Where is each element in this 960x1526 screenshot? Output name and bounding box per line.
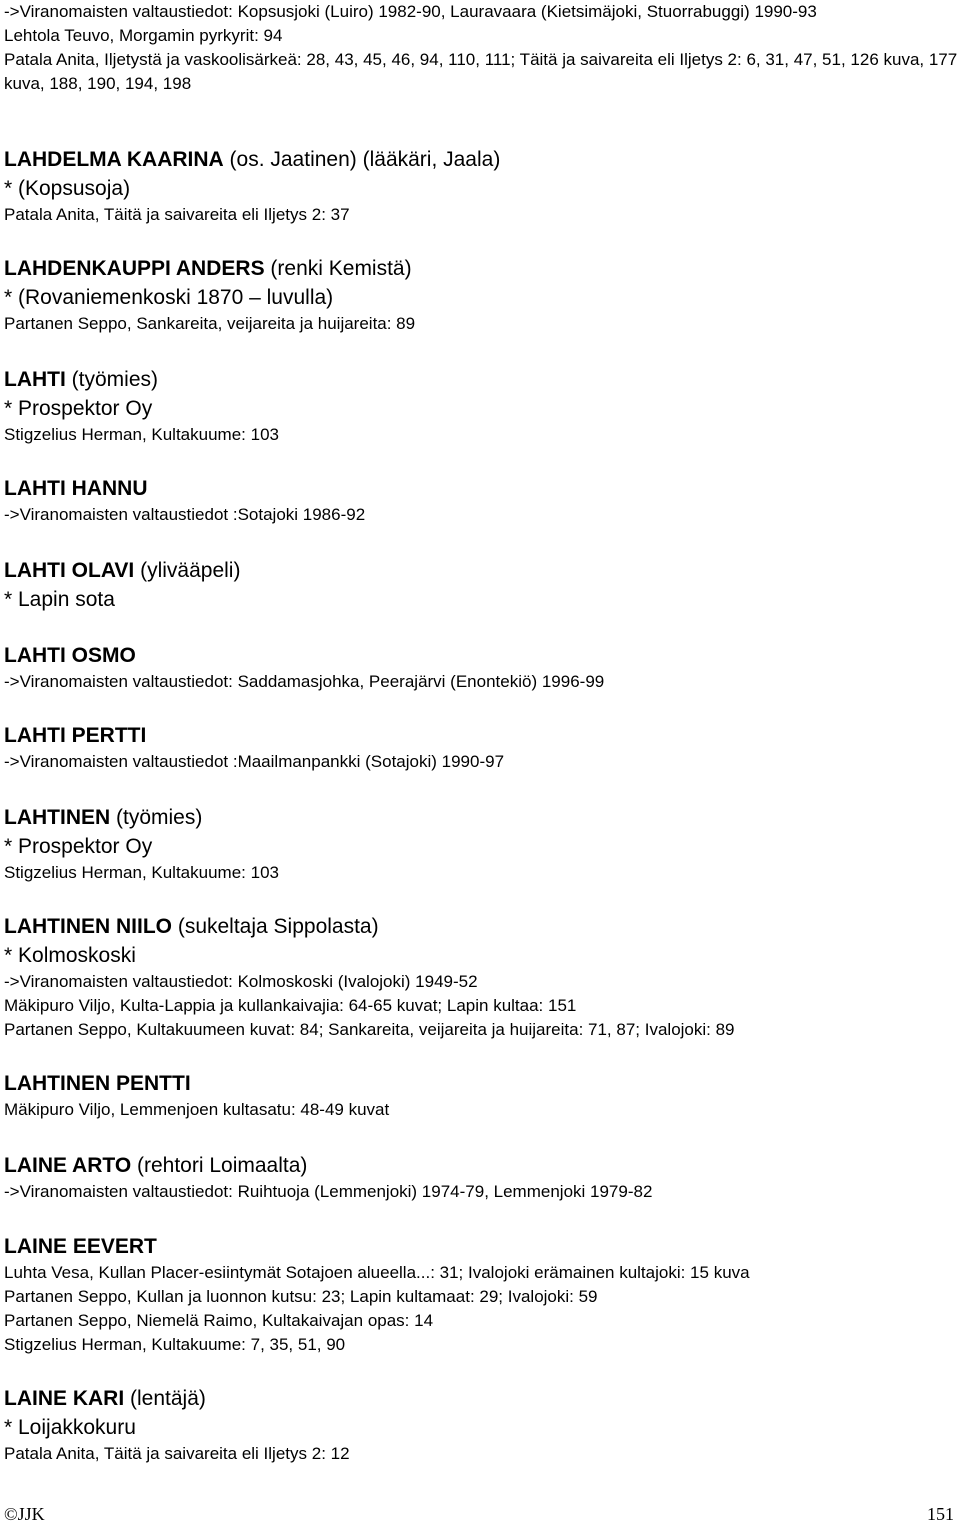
entry-name: LAHTI HANNU xyxy=(4,477,148,500)
continued-entry xyxy=(4,0,960,96)
entry-heading xyxy=(4,146,954,174)
reference-line: Partanen Seppo, Kullan ja luonnon kutsu: 23; Lapin kultamaat: 29; Ivalojoki: 59 xyxy=(4,1287,598,1306)
index-entry xyxy=(4,1152,954,1204)
entry-description: (sukeltaja Sippolasta) xyxy=(172,915,379,938)
page-number: 151 xyxy=(927,1504,954,1524)
entry-name: LAHDELMA KAARINA xyxy=(4,148,224,171)
index-entry xyxy=(4,255,954,336)
reference-line: ->Viranomaisten valtaustiedot: Saddamasjohka, Peerajärvi (Enontekiö) 1996-99 xyxy=(4,672,605,691)
index-entry xyxy=(4,804,954,885)
entry-name: LAHTINEN NIILO xyxy=(4,915,172,938)
entry-heading xyxy=(4,1152,954,1180)
reference-line: Partanen Seppo, Kultakuumeen kuvat: 84; Sankareita, veijareita ja huijareita: 71, 87; Ivalojoki: 89 xyxy=(4,1020,735,1039)
index-entry xyxy=(4,1385,954,1466)
entry-description: (työmies) xyxy=(110,806,203,829)
entry-heading xyxy=(4,804,954,832)
index-entry xyxy=(4,722,954,774)
entry-location: * Prospektor Oy xyxy=(4,835,153,858)
entry-heading xyxy=(4,642,954,670)
entry-heading xyxy=(4,475,954,503)
reference-line: Stigzelius Herman, Kultakuume: 7, 35, 51, 90 xyxy=(4,1335,346,1354)
entry-name: LAINE KARI xyxy=(4,1387,125,1410)
reference-line: Stigzelius Herman, Kultakuume: 103 xyxy=(4,425,279,444)
entry-location: * Kolmoskoski xyxy=(4,944,136,967)
entry-description: (rehtori Loimaalta) xyxy=(131,1154,308,1177)
index-entry xyxy=(4,475,954,527)
entry-description: (os. Jaatinen) (lääkäri, Jaala) xyxy=(223,148,501,171)
reference-line: Mäkipuro Viljo, Kulta-Lappia ja kullankaivajia: 64-65 kuvat; Lapin kultaa: 151 xyxy=(4,996,577,1015)
entry-name: LAINE ARTO xyxy=(4,1154,132,1177)
index-entry xyxy=(4,146,954,227)
reference-line: Patala Anita, Täitä ja saivareita eli Iljetys 2: 12 xyxy=(4,1444,350,1463)
entry-heading xyxy=(4,1233,954,1261)
entry-heading xyxy=(4,722,954,750)
entry-name: LAHTI OSMO xyxy=(4,644,136,667)
index-entry xyxy=(4,642,954,694)
entry-location: * Prospektor Oy xyxy=(4,397,153,420)
reference-line: Partanen Seppo, Sankareita, veijareita ja huijareita: 89 xyxy=(4,314,416,333)
page-footer xyxy=(4,1502,956,1526)
copyright-mark: ©JJK xyxy=(4,1504,45,1524)
reference-line: Patala Anita, Täitä ja saivareita eli Iljetys 2: 37 xyxy=(4,205,350,224)
entry-heading xyxy=(4,913,954,941)
entry-name: LAHTI OLAVI xyxy=(4,559,135,582)
entry-heading xyxy=(4,557,954,585)
reference-line: ->Viranomaisten valtaustiedot :Sotajoki 1986-92 xyxy=(4,505,366,524)
entry-location: * (Rovaniemenkoski 1870 – luvulla) xyxy=(4,286,334,309)
reference-line: ->Viranomaisten valtaustiedot: Ruihtuoja (Lemmenjoki) 1974-79, Lemmenjoki 1979-82 xyxy=(4,1182,653,1201)
reference-line: Partanen Seppo, Niemelä Raimo, Kultakaivajan opas: 14 xyxy=(4,1311,434,1330)
entry-heading xyxy=(4,255,954,283)
entry-location: * Loijakkokuru xyxy=(4,1416,136,1439)
reference-line: Luhta Vesa, Kullan Placer-esiintymät Sotajoen alueella...: 31; Ivalojoki erämainen kultajoki: 15 kuva xyxy=(4,1263,750,1282)
entry-heading xyxy=(4,1070,954,1098)
index-entry xyxy=(4,1233,954,1357)
entry-description: (ylivääpeli) xyxy=(134,559,241,582)
reference-line: ->Viranomaisten valtaustiedot: Kopsusjoki (Luiro) 1982-90, Lauravaara (Kietsimäjoki, Stuorrabuggi) 1990-93 xyxy=(4,2,817,21)
entry-location: * Lapin sota xyxy=(4,588,115,611)
index-entry xyxy=(4,366,954,447)
reference-line: ->Viranomaisten valtaustiedot: Kolmoskoski (Ivalojoki) 1949-52 xyxy=(4,972,478,991)
entry-name: LAHTINEN xyxy=(4,806,111,829)
entry-heading xyxy=(4,366,954,394)
index-entry xyxy=(4,557,954,614)
entry-name: LAINE EEVERT xyxy=(4,1235,157,1258)
entry-name: LAHDENKAUPPI ANDERS xyxy=(4,257,265,280)
entry-name: LAHTI xyxy=(4,368,66,391)
reference-line: ->Viranomaisten valtaustiedot :Maailmanpankki (Sotajoki) 1990-97 xyxy=(4,752,505,771)
entry-description: (renki Kemistä) xyxy=(264,257,412,280)
reference-line: Stigzelius Herman, Kultakuume: 103 xyxy=(4,863,279,882)
reference-line: Patala Anita, Iljetystä ja vaskoolisärkeä: 28, 43, 45, 46, 94, 110, 111; Täitä ja saivareita eli Iljetys 2: 6, 31, 47, 51, 126 kuva, 177 kuva, 188, 190, 194, 198 xyxy=(4,50,958,93)
entry-description: (lentäjä) xyxy=(124,1387,206,1410)
reference-line: Lehtola Teuvo, Morgamin pyrkyrit: 94 xyxy=(4,26,283,45)
entry-heading xyxy=(4,1385,954,1413)
entry-location: * (Kopsusoja) xyxy=(4,177,131,200)
reference-line: Mäkipuro Viljo, Lemmenjoen kultasatu: 48-49 kuvat xyxy=(4,1100,390,1119)
entry-description: (työmies) xyxy=(65,368,159,391)
index-entry xyxy=(4,913,954,1042)
entry-name: LAHTINEN PENTTI xyxy=(4,1072,191,1095)
index-entry xyxy=(4,1070,954,1122)
entry-name: LAHTI PERTTI xyxy=(4,724,147,747)
